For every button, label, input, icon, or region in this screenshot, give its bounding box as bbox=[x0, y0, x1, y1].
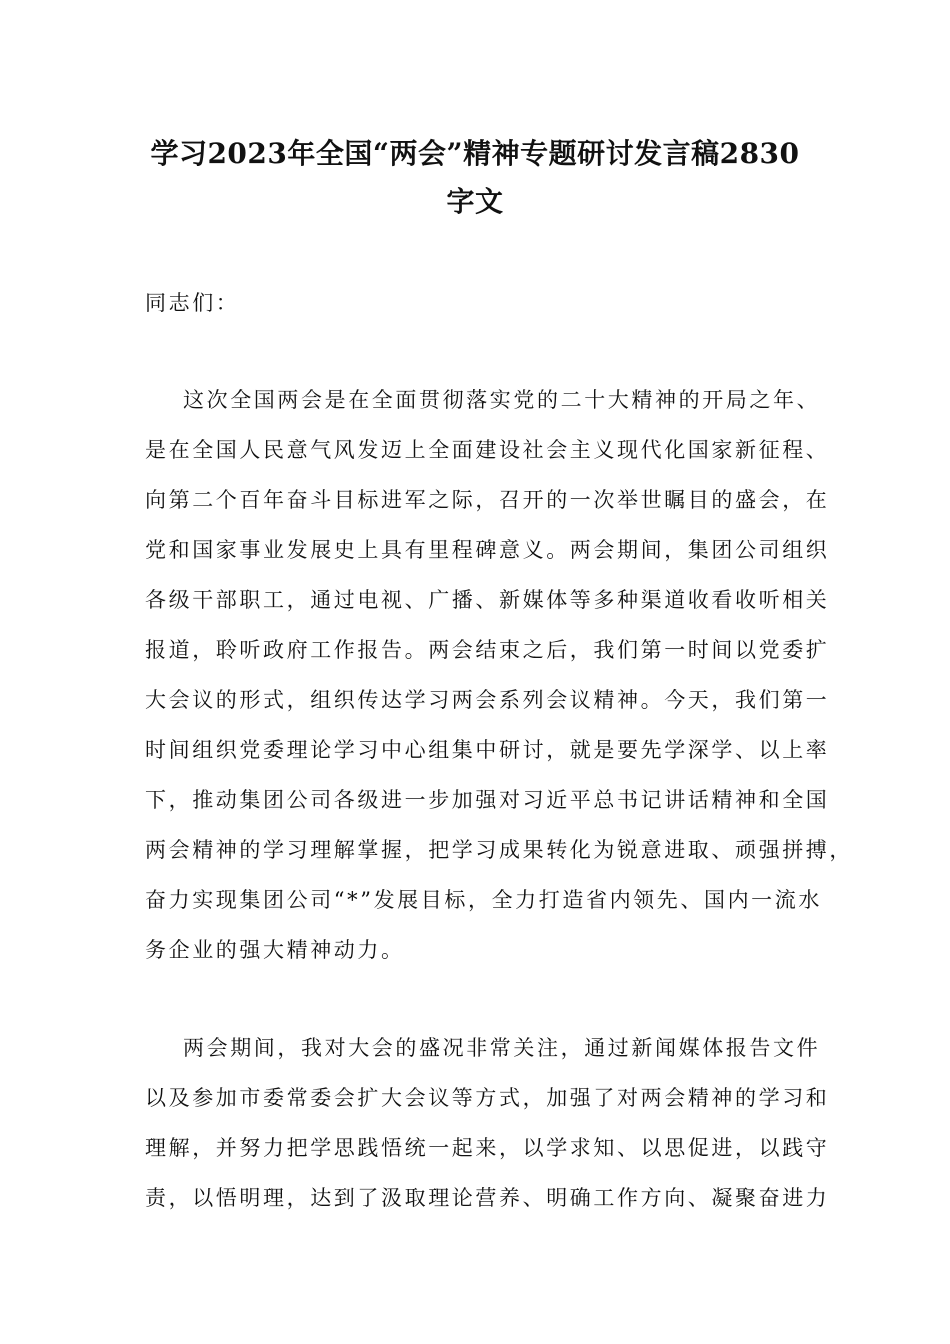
paragraph-1-line: 这次全国两会是在全面贯彻落实党的二十大精神的开局之年、 bbox=[183, 388, 821, 412]
paragraph-2-line: 两会期间，我对大会的盛况非常关注，通过新闻媒体报告文件 bbox=[183, 1036, 821, 1060]
paragraph-1-line: 大会议的形式，组织传达学习两会系列会议精神。今天，我们第一 bbox=[145, 688, 830, 712]
paragraph-1-line: 务企业的强大精神动力。 bbox=[145, 938, 405, 962]
paragraph-1-line: 奋力实现集团公司“*”发展目标，全力打造省内领先、国内一流水 bbox=[145, 888, 822, 912]
paragraph-1-line: 各级干部职工，通过电视、广播、新媒体等多种渠道收看收听相关 bbox=[145, 588, 830, 612]
paragraph-1-line: 党和国家事业发展史上具有里程碑意义。两会期间，集团公司组织 bbox=[145, 538, 830, 562]
paragraph-1-line: 报道，聆听政府工作报告。两会结束之后，我们第一时间以党委扩 bbox=[145, 638, 830, 662]
paragraph-1-line: 是在全国人民意气风发迈上全面建设社会主义现代化国家新征程、 bbox=[145, 438, 830, 462]
paragraph-1-line: 向第二个百年奋斗目标进军之际，召开的一次举世瞩目的盛会，在 bbox=[145, 488, 830, 512]
paragraph-1-line: 两会精神的学习理解掌握，把学习成果转化为锐意进取、顽强拼搏， bbox=[145, 838, 853, 862]
salutation: 同志们： bbox=[145, 291, 240, 315]
title-line-1: 学习2023年全国“两会”精神专题研讨发言稿2830 bbox=[150, 137, 800, 170]
document-title bbox=[100, 130, 850, 226]
title-line-2: 字文 bbox=[446, 185, 504, 218]
paragraph-1-line: 下，推动集团公司各级进一步加强对习近平总书记讲话精神和全国 bbox=[145, 788, 830, 812]
paragraph-1-line: 时间组织党委理论学习中心组集中研讨，就是要先学深学、以上率 bbox=[145, 738, 830, 762]
paragraph-2-line: 责，以悟明理，达到了汲取理论营养、明确工作方向、凝聚奋进力 bbox=[145, 1186, 830, 1210]
paragraph-2-line: 以及参加市委常委会扩大会议等方式，加强了对两会精神的学习和 bbox=[145, 1086, 830, 1110]
paragraph-2-line: 理解，并努力把学思践悟统一起来，以学求知、以思促进，以践守 bbox=[145, 1136, 830, 1160]
